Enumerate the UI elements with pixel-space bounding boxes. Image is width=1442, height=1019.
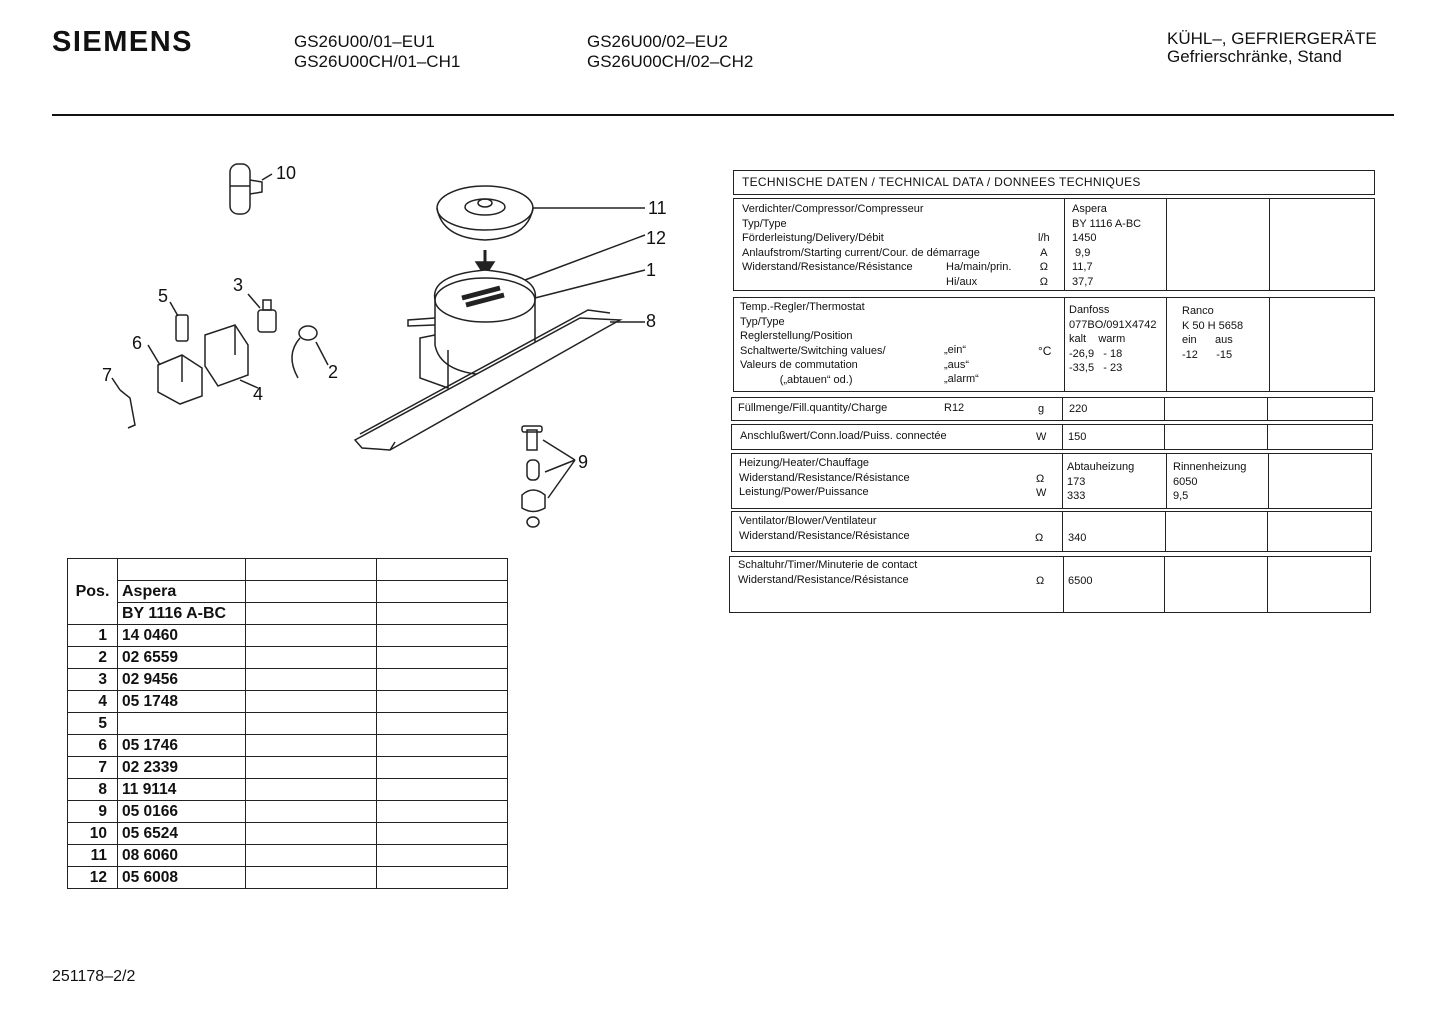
callout-10: 10 (276, 163, 297, 183)
exploded-parts-diagram (90, 150, 690, 540)
part-number-cell: 05 1748 (118, 691, 246, 713)
heater-abtau: Abtauheizung 173 333 (1067, 461, 1135, 502)
pos-cell: 11 (68, 845, 118, 867)
charge-unit: g (1038, 403, 1045, 415)
empty-cell (118, 559, 246, 581)
mounting-kit-part-9 (522, 426, 575, 527)
heater-units: Ω W (1036, 472, 1047, 499)
callout-1: 1 (646, 260, 657, 280)
empty-cell (246, 625, 377, 647)
callout-5: 5 (158, 286, 169, 306)
category-title: KÜHL–, GEFRIERGERÄTE (1167, 29, 1377, 48)
empty-cell (246, 669, 377, 691)
empty-cell (246, 867, 377, 889)
part-number-cell: 05 6524 (118, 823, 246, 845)
callout-2: 2 (328, 362, 339, 382)
thermostat-sub-labels: „ein“ „aus“ „alarm“ (944, 344, 979, 385)
blower-labels: Ventilator/Blower/Ventilateur Widerstand/Resistance/Résistance (739, 515, 910, 542)
heater-labels: Heizung/Heater/Chauffage Widerstand/Resistance/Résistance Leistung/Power/Puissance (739, 457, 910, 498)
empty-cell (246, 647, 377, 669)
model-code: GS26U00/01–EU1 (294, 32, 435, 51)
thermostat-unit: °C (1038, 344, 1052, 358)
load-box (731, 424, 1373, 450)
pos-cell: 7 (68, 757, 118, 779)
load-value: 150 (1068, 431, 1087, 443)
empty-cell (377, 735, 508, 757)
thermostat-box (733, 297, 1375, 392)
table-row (68, 801, 508, 823)
timer-value: 6500 (1068, 575, 1093, 587)
switch-part-3 (248, 294, 276, 332)
empty-cell (246, 691, 377, 713)
category-block (1167, 30, 1377, 66)
empty-cell (377, 691, 508, 713)
part-number-cell: 08 6060 (118, 845, 246, 867)
empty-cell (246, 845, 377, 867)
relay-part-5 (176, 315, 188, 341)
callout-8: 8 (646, 311, 657, 331)
callout-9: 9 (578, 452, 589, 472)
pos-cell: 12 (68, 867, 118, 889)
relay-block-part-4 (205, 325, 258, 388)
timer-labels: Schaltuhr/Timer/Minuterie de contact Widerstand/Resistance/Résistance (738, 559, 918, 586)
empty-cell (246, 559, 377, 581)
blower-box (731, 511, 1372, 552)
brand-logo: SIEMENS (52, 26, 194, 58)
charge-box (731, 397, 1373, 421)
table-row (68, 735, 508, 757)
callout-3: 3 (233, 275, 244, 295)
load-unit: W (1036, 431, 1047, 443)
empty-cell (246, 735, 377, 757)
table-row (68, 647, 508, 669)
empty-cell (377, 603, 508, 625)
part-number-cell: 05 1746 (118, 735, 246, 757)
empty-cell (246, 779, 377, 801)
part-number-cell: 02 2339 (118, 757, 246, 779)
empty-cell (377, 823, 508, 845)
empty-cell (377, 801, 508, 823)
thermostat-danfoss: Danfoss 077BO/091X4742 kalt warm -26,9 - 18 -33,5 - 23 (1069, 304, 1157, 374)
empty-cell (377, 559, 508, 581)
callout-12: 12 (646, 228, 667, 248)
pos-header: Pos. (68, 559, 118, 625)
parts-table (67, 558, 508, 889)
document-reference: 251178–2/2 (52, 968, 136, 985)
table-row (68, 867, 508, 889)
charge-label: Füllmenge/Fill.quantity/Charge (738, 402, 888, 414)
table-row (68, 713, 508, 735)
callout-6: 6 (132, 333, 143, 353)
part-number-cell: 11 9114 (118, 779, 246, 801)
thermostat-labels: Temp.-Regler/Thermostat Typ/Type Reglerstellung/Position Schaltwerte/Switching values/ Valeurs de commutation („abtauen“ od.) (740, 301, 886, 386)
empty-cell (246, 713, 377, 735)
blower-unit: Ω (1035, 532, 1044, 544)
capacitor-part-10 (230, 164, 272, 214)
part-number-cell (118, 713, 246, 735)
empty-cell (246, 757, 377, 779)
pos-cell: 1 (68, 625, 118, 647)
heater-rinnen: Rinnenheizung 6050 9,5 (1173, 461, 1247, 502)
part-number-cell: 05 0166 (118, 801, 246, 823)
table-row (68, 625, 508, 647)
model-code: GS26U00CH/01–CH1 (294, 52, 461, 71)
empty-cell (377, 757, 508, 779)
heater-box (731, 453, 1372, 509)
empty-cell (377, 669, 508, 691)
empty-cell (246, 581, 377, 603)
empty-cell (377, 779, 508, 801)
compressor-box (733, 198, 1375, 291)
load-label: Anschlußwert/Conn.load/Puiss. connectée (740, 430, 947, 442)
starter-part-6 (148, 345, 202, 404)
col-header-type: BY 1116 A-BC (118, 603, 246, 625)
tech-title-text: TECHNISCHE DATEN / TECHNICAL DATA / DONNEES TECHNIQUES (742, 175, 1141, 189)
header-rule (52, 114, 1394, 116)
table-row (68, 779, 508, 801)
part-number-cell: 02 9456 (118, 669, 246, 691)
empty-cell (246, 801, 377, 823)
category-subtitle: Gefrierschränke, Stand (1167, 47, 1342, 66)
timer-box (729, 556, 1371, 613)
blower-value: 340 (1068, 532, 1087, 544)
pos-cell: 3 (68, 669, 118, 691)
model-code: GS26U00CH/02–CH2 (587, 52, 754, 71)
table-row (68, 669, 508, 691)
compressor-values: Aspera BY 1116 A-BC 1450 9,9 11,7 37,7 (1072, 203, 1142, 288)
model-list-1 (294, 32, 460, 72)
table-row (68, 757, 508, 779)
charge-value: 220 (1069, 403, 1088, 415)
callout-7: 7 (102, 365, 113, 385)
lamp-cap-part-2 (292, 326, 328, 378)
table-row (68, 845, 508, 867)
compressor-sub-labels: Ha/main/prin. Hi/aux (946, 261, 1012, 288)
thermostat-ranco: Ranco K 50 H 5658 ein aus -12 -15 (1182, 305, 1244, 361)
part-number-cell: 02 6559 (118, 647, 246, 669)
drip-tray-part-11 (437, 186, 645, 240)
empty-cell (377, 845, 508, 867)
callout-11: 11 (648, 198, 667, 218)
model-list-2 (587, 32, 753, 72)
part-number-cell: 05 6008 (118, 867, 246, 889)
empty-cell (246, 603, 377, 625)
pos-cell: 4 (68, 691, 118, 713)
compressor-labels: Verdichter/Compressor/Compresseur Typ/Type Förderleistung/Delivery/Débit Anlaufstrom/Starting current/Cour. de démarrage Widerstand/Resistance/Résistance (742, 203, 980, 273)
empty-cell (246, 823, 377, 845)
col-header-brand: Aspera (118, 581, 246, 603)
pos-cell: 9 (68, 801, 118, 823)
part-number-cell: 14 0460 (118, 625, 246, 647)
pos-cell: 6 (68, 735, 118, 757)
clip-part-7 (120, 390, 135, 428)
table-row (68, 823, 508, 845)
pos-cell: 5 (68, 713, 118, 735)
empty-cell (377, 581, 508, 603)
pos-cell: 2 (68, 647, 118, 669)
tech-data-title (733, 170, 1375, 195)
empty-cell (377, 647, 508, 669)
table-row (68, 691, 508, 713)
empty-cell (377, 713, 508, 735)
model-code: GS26U00/02–EU2 (587, 32, 728, 51)
empty-cell (377, 625, 508, 647)
empty-cell (377, 867, 508, 889)
timer-unit: Ω (1036, 575, 1045, 587)
compressor-units: l/h A Ω Ω (1038, 232, 1050, 288)
pos-cell: 10 (68, 823, 118, 845)
callout-4: 4 (253, 384, 264, 404)
charge-refrigerant: R12 (944, 402, 965, 414)
pos-cell: 8 (68, 779, 118, 801)
